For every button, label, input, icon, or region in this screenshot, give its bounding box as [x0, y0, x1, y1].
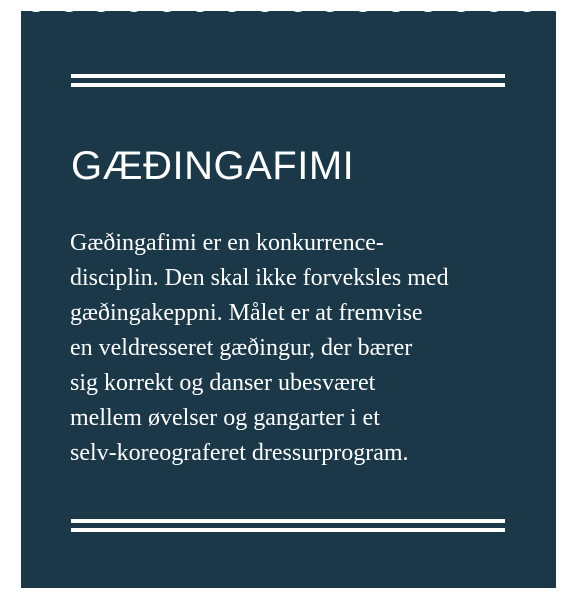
scallop-notch: [386, 0, 406, 12]
body-line: selv-koreograferet dressurprogram.: [70, 440, 409, 466]
card-title: GÆÐINGAFIMI: [71, 144, 355, 188]
scallop-notch: [288, 0, 308, 12]
scallop-notch: [517, 0, 537, 12]
scallop-notch: [190, 0, 210, 12]
scallop-notch: [157, 0, 177, 12]
body-line: Gæðingafimi er en konkurrence-: [70, 230, 384, 256]
card-body-text: [70, 226, 515, 471]
scallop-notch: [451, 0, 471, 12]
body-line: mellem øvelser og gangarter i et: [70, 405, 380, 431]
scallop-notch: [549, 0, 556, 12]
bottom-divider-line-2: [71, 528, 505, 532]
body-line: en veldresseret gæðingur, der bærer: [70, 335, 413, 361]
scallop-notch: [59, 0, 79, 12]
scallop-notch: [320, 0, 340, 12]
scallop-notch: [255, 0, 275, 12]
scallop-notch: [484, 0, 504, 12]
scallop-notch: [418, 0, 438, 12]
scallop-notch: [26, 0, 46, 12]
top-divider-line-2: [71, 83, 505, 87]
scallop-notch: [91, 0, 111, 12]
body-line: gæðingakeppni. Målet er at fremvise: [70, 300, 423, 326]
scallop-notch: [222, 0, 242, 12]
scalloped-top-edge: [21, 0, 556, 24]
bottom-divider-line-1: [71, 519, 505, 523]
body-line: disciplin. Den skal ikke forveksles med: [70, 265, 449, 291]
top-divider-line-1: [71, 74, 505, 78]
scallop-notch: [353, 0, 373, 12]
body-line: sig korrekt og danser ubesværet: [70, 370, 376, 396]
scallop-notch: [124, 0, 144, 12]
